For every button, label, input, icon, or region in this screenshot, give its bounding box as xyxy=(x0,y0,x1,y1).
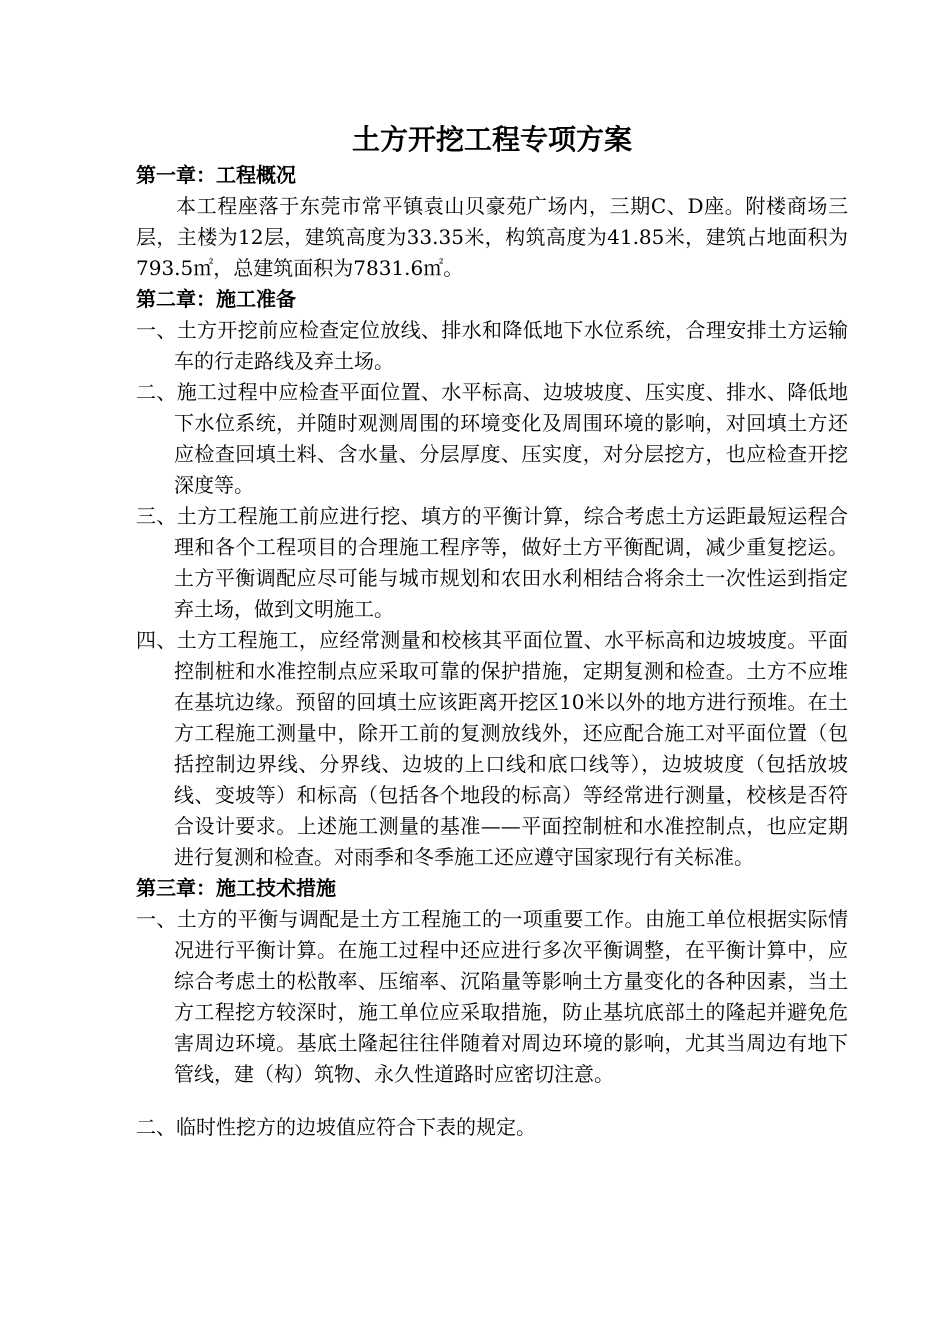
chapter-2-item-1: 一、土方开挖前应检查定位放线、排水和降低地下水位系统，合理安排土方运输车的行走路线及弃土场。 xyxy=(136,318,848,373)
chapter-2-heading: 第二章：施工准备 xyxy=(136,287,296,311)
document-body xyxy=(136,160,848,1143)
chapter-3-item-2: 二、临时性挖方的边坡值应符合下表的规定。 xyxy=(136,1115,536,1139)
chapter-1-paragraph: 本工程座落于东莞市常平镇袁山贝豪苑广场内，三期C、D座。附楼商场三层，主楼为12层，建筑高度为33.35米，构筑高度为41.85米，建筑占地面积为793.5㎡，总建筑面积为7831.6㎡。 xyxy=(136,194,848,280)
chapter-1-heading: 第一章：工程概况 xyxy=(136,163,296,187)
chapter-2-item-4: 四、土方工程施工，应经常测量和校核其平面位置、水平标高和边坡坡度。平面控制桩和水准控制点应采取可靠的保护措施，定期复测和检查。土方不应堆在基坑边缘。预留的回填土应该距离开挖区10米以外的地方进行预堆。在土方工程施工测量中，除开工前的复测放线外，还应配合施工对平面位置（包括控制边界线、分界线、边坡的上口线和底口线等），边坡坡度（包括放坡线、变坡等）和标高（包括各个地段的标高）等经常进行测量，校核是否符合设计要求。上述施工测量的基准——平面控制桩和水准控制点，也应定期进行复测和检查。对雨季和冬季施工还应遵守国家现行有关标准。 xyxy=(136,628,848,869)
document-title: 土方开挖工程专项方案 xyxy=(351,123,632,156)
chapter-3-heading: 第三章：施工技术措施 xyxy=(136,876,336,900)
chapter-2-item-2: 二、施工过程中应检查平面位置、水平标高、边坡坡度、压实度、排水、降低地下水位系统，并随时观测周围的环境变化及周围环境的影响，对回填土方还应检查回填土料、含水量、分层厚度、压实度，对分层挖方，也应检查开挖深度等。 xyxy=(136,380,848,497)
chapter-2-item-3: 三、土方工程施工前应进行挖、填方的平衡计算，综合考虑土方运距最短运程合理和各个工程项目的合理施工程序等，做好土方平衡配调，减少重复挖运。土方平衡调配应尽可能与城市规划和农田水利相结合将余土一次性运到指定弃土场，做到文明施工。 xyxy=(136,504,848,621)
chapter-3-item-1: 一、土方的平衡与调配是土方工程施工的一项重要工作。由施工单位根据实际情况进行平衡计算。在施工过程中还应进行多次平衡调整，在平衡计算中，应综合考虑土的松散率、压缩率、沉陷量等影响土方量变化的各种因素，当土方工程挖方较深时，施工单位应采取措施，防止基坑底部土的隆起并避免危害周边环境。基底土隆起往往伴随着对周边环境的影响，尤其当周边有地下管线，建（构）筑物、永久性道路时应密切注意。 xyxy=(136,907,848,1086)
